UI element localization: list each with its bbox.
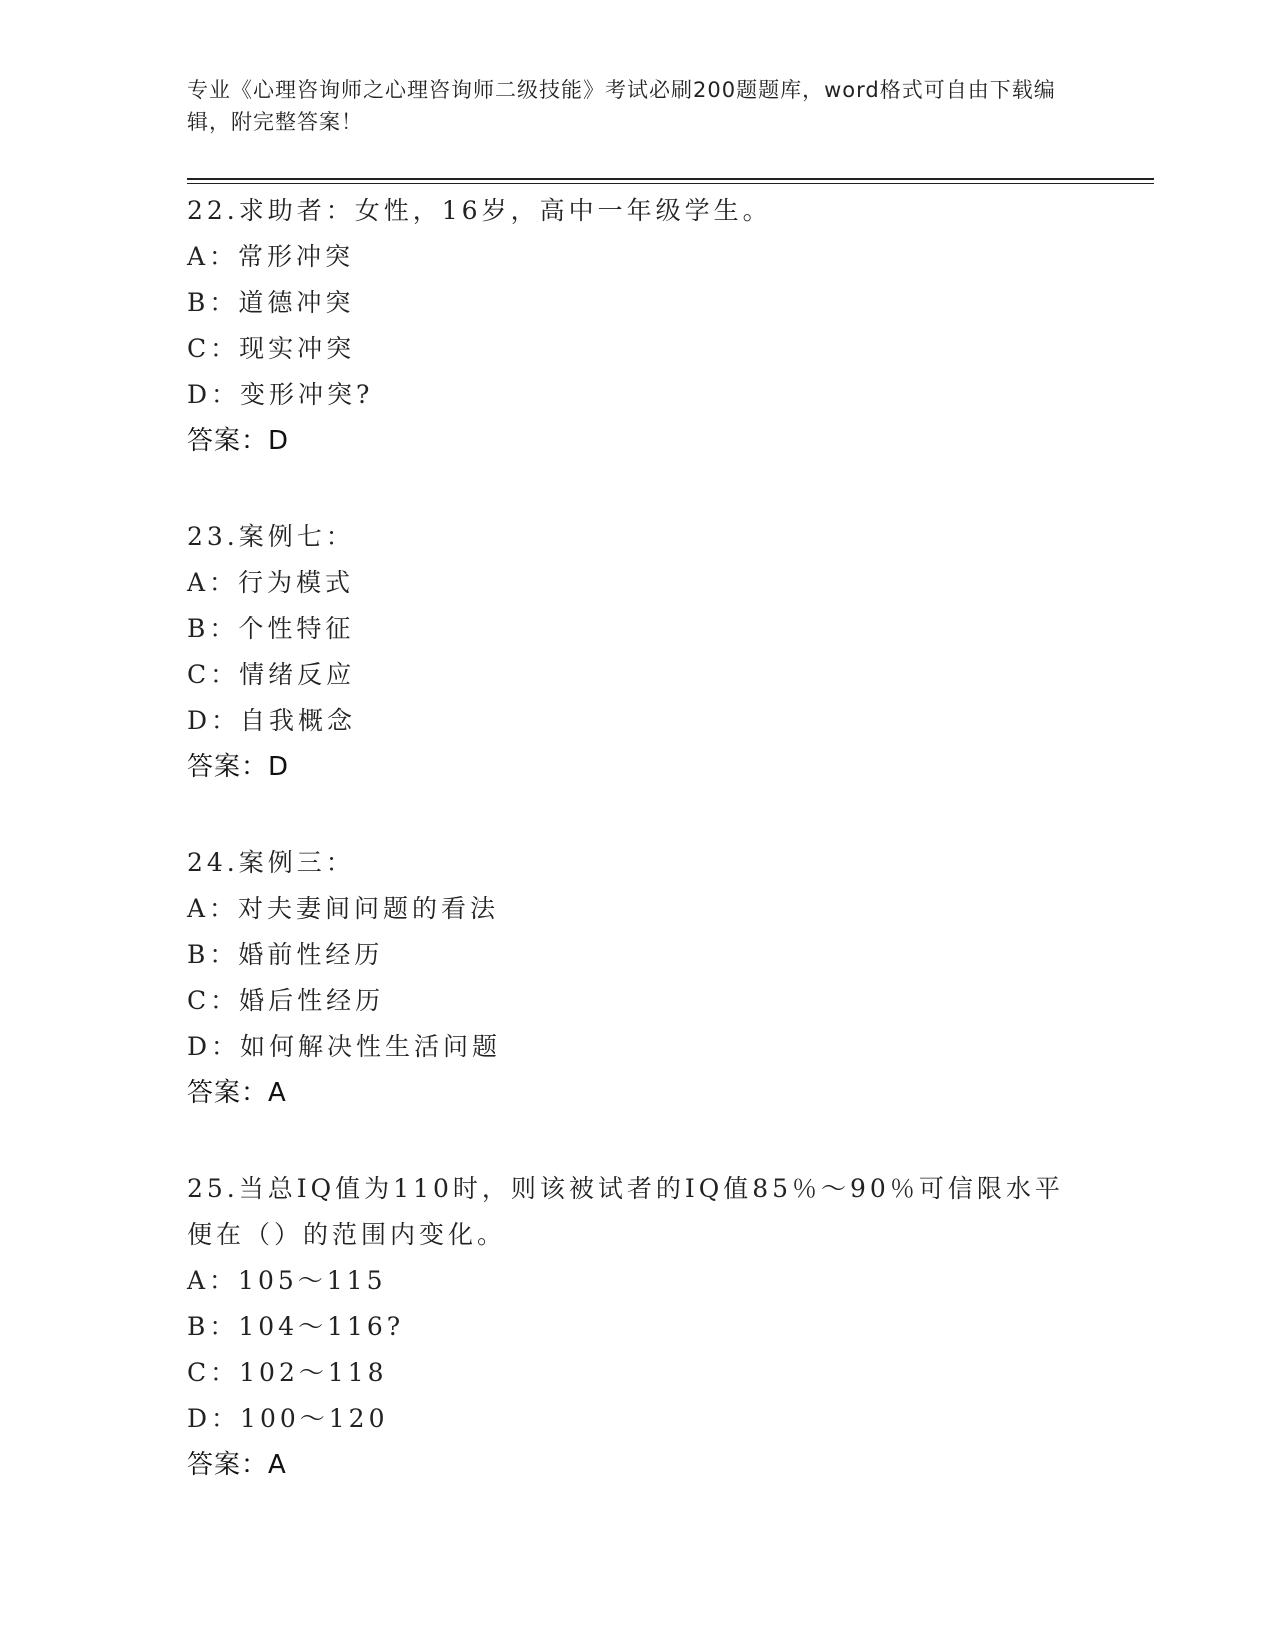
option-d: D：100～120 (187, 1404, 389, 1433)
option-d: D：如何解决性生活问题 (187, 1032, 502, 1061)
question-stem: 25.当总IQ值为110时，则该被试者的IQ值85％～90％可信限水平便在（）的范围内变化。 (187, 1174, 1064, 1249)
question-24 (187, 840, 1087, 1116)
option-b: B：个性特征 (187, 614, 355, 643)
answer-line: 答案：D (187, 752, 290, 782)
question-list (187, 188, 1087, 1538)
question-stem: 24.案例三： (187, 848, 355, 877)
answer-line: 答案：A (187, 1450, 287, 1480)
question-stem: 23.案例七： (187, 522, 355, 551)
option-d: D：变形冲突? (187, 380, 374, 409)
option-a: A：105～115 (187, 1266, 387, 1295)
option-a: A：对夫妻间问题的看法 (187, 894, 500, 923)
option-b: B：104～116? (187, 1312, 405, 1341)
option-a: A：常形冲突 (187, 242, 355, 271)
document-header: 专业《心理咨询师之心理咨询师二级技能》考试必刷200题题库，word格式可自由下载编辑，附完整答案！ (187, 78, 1056, 134)
question-23 (187, 514, 1087, 790)
option-c: C：情绪反应 (187, 660, 356, 689)
question-stem: 22.求助者：女性，16岁，高中一年级学生。 (187, 196, 772, 225)
option-b: B：婚前性经历 (187, 940, 384, 969)
option-d: D：自我概念 (187, 706, 357, 735)
header-rule-thick (187, 178, 1154, 180)
header-rule-thin (187, 183, 1154, 184)
answer-line: 答案：A (187, 1078, 287, 1108)
question-22 (187, 188, 1087, 464)
option-b: B：道德冲突 (187, 288, 355, 317)
option-c: C：102～118 (187, 1358, 388, 1387)
answer-line: 答案：D (187, 426, 290, 456)
option-c: C：现实冲突 (187, 334, 356, 363)
option-c: C：婚后性经历 (187, 986, 385, 1015)
option-a: A：行为模式 (187, 568, 355, 597)
question-25 (187, 1166, 1087, 1488)
